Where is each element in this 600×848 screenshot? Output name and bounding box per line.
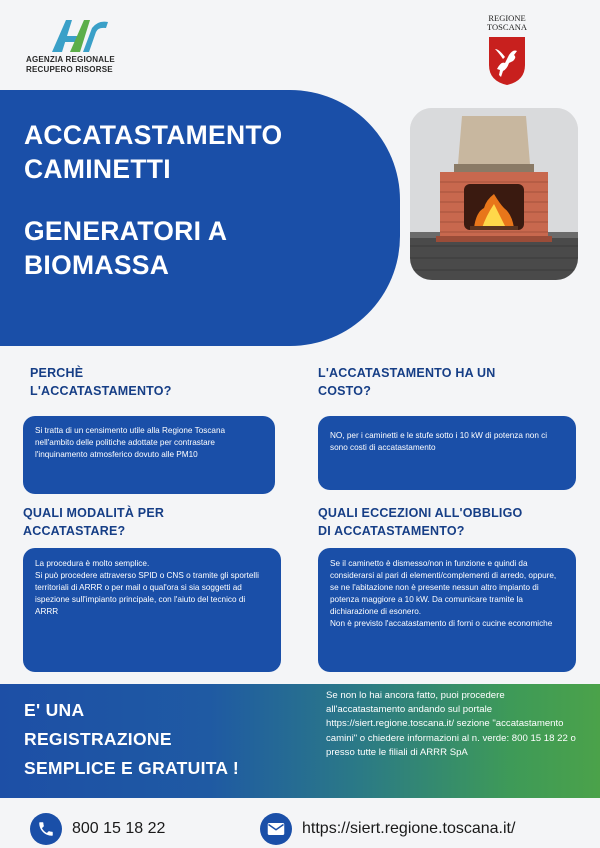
banner-title xyxy=(24,696,239,783)
hero-title-line4: BIOMASSA xyxy=(24,250,170,280)
costo-heading-line2: COSTO? xyxy=(318,384,372,398)
costo-heading xyxy=(318,364,496,400)
fireplace-icon xyxy=(410,108,578,280)
hero-title-generatori xyxy=(24,214,227,282)
phone-icon xyxy=(30,813,62,845)
perche-heading xyxy=(30,364,172,400)
banner-text: Se non lo hai ancora fatto, puoi procedere all'accatastamento andando sul portale https://siert.regione.toscana.it/ sezione "accatastamento camini" o chiedere informazioni al n. verde: 800 15 18 22 o presso tutte le filiali di ARRR SpA xyxy=(326,690,576,758)
modalita-body-p1: La procedura è molto semplice. xyxy=(35,559,150,568)
costo-body: NO, per i caminetti e le stufe sotto i 10 kW di potenza non ci sono costi di accatastamento xyxy=(330,431,548,452)
website-link[interactable]: https://siert.regione.toscana.it/ xyxy=(302,820,516,837)
eccezioni-heading-line1: QUALI ECCEZIONI ALL'OBBLIGO xyxy=(318,506,523,520)
modalita-card xyxy=(23,548,281,672)
region-name-line2: TOSCANA xyxy=(487,22,527,32)
footer-phone[interactable] xyxy=(30,812,165,846)
eccezioni-heading xyxy=(318,504,522,540)
mail-icon xyxy=(260,813,292,845)
regione-toscana-logo xyxy=(474,14,540,90)
banner-title-line1: E' UNA xyxy=(24,700,85,720)
perche-card xyxy=(23,416,275,494)
costo-card xyxy=(318,416,576,490)
eccezioni-body-p1: Se il caminetto è dismesso/non in funzione e quindi da considerarsi al pari di elementi/complementi di arredo, oppure, se ne l'abitazione non è presente nessun altro impianto di potenza maggiore a 10 kW. Da comunicare tramite la dichiarazione di esonero. xyxy=(330,559,557,616)
eccezioni-body-p2: Non è previsto l'accatastamento di forni o cucine economiche xyxy=(330,619,553,628)
perche-heading-line2: L'ACCATASTAMENTO? xyxy=(30,384,172,398)
agency-name-line1: AGENZIA REGIONALE xyxy=(26,55,115,64)
perche-body: Si tratta di un censimento utile alla Regione Toscana nell'ambito delle politiche adottate per contrastare l'inquinamento atmosferico dovuto alle PM10 xyxy=(35,426,226,459)
eccezioni-card xyxy=(318,548,576,672)
banner-title-line2: REGISTRAZIONE xyxy=(24,729,172,749)
modalita-heading-line1: QUALI MODALITÀ PER xyxy=(23,506,165,520)
pegasus-shield-icon xyxy=(487,35,527,87)
costo-heading-line1: L'ACCATASTAMENTO HA UN xyxy=(318,366,496,380)
region-name-line1: REGIONE xyxy=(488,13,526,23)
hero-title-line2: CAMINETTI xyxy=(24,154,171,184)
footer-website[interactable] xyxy=(260,812,515,846)
phone-number[interactable]: 800 15 18 22 xyxy=(72,820,166,837)
hero-title-line1: ACCATASTAMENTO xyxy=(24,120,283,150)
arrr-logo xyxy=(26,14,146,76)
hero-title-line3: GENERATORI A xyxy=(24,216,228,246)
modalita-heading-line2: ACCATASTARE? xyxy=(23,524,126,538)
modalita-body-p2: Si può procedere attraverso SPID o CNS o tramite gli sportelli territoriali di ARRR o per mail o qual'ora si sia soggetti ad ispezione sull'impianto principale, con l'aiuto del tecnico di ARRR xyxy=(35,571,259,616)
arrr-logo-mark-icon xyxy=(50,14,110,54)
fireplace-illustration xyxy=(410,108,578,280)
banner-title-line3: SEMPLICE E GRATUITA ! xyxy=(24,758,240,778)
eccezioni-heading-line2: DI ACCATASTAMENTO? xyxy=(318,524,465,538)
perche-heading-line1: PERCHÈ xyxy=(30,366,84,380)
hero-title-accatastamento xyxy=(24,118,282,186)
agency-name-line2: RECUPERO RISORSE xyxy=(26,65,113,74)
modalita-heading xyxy=(23,504,164,540)
